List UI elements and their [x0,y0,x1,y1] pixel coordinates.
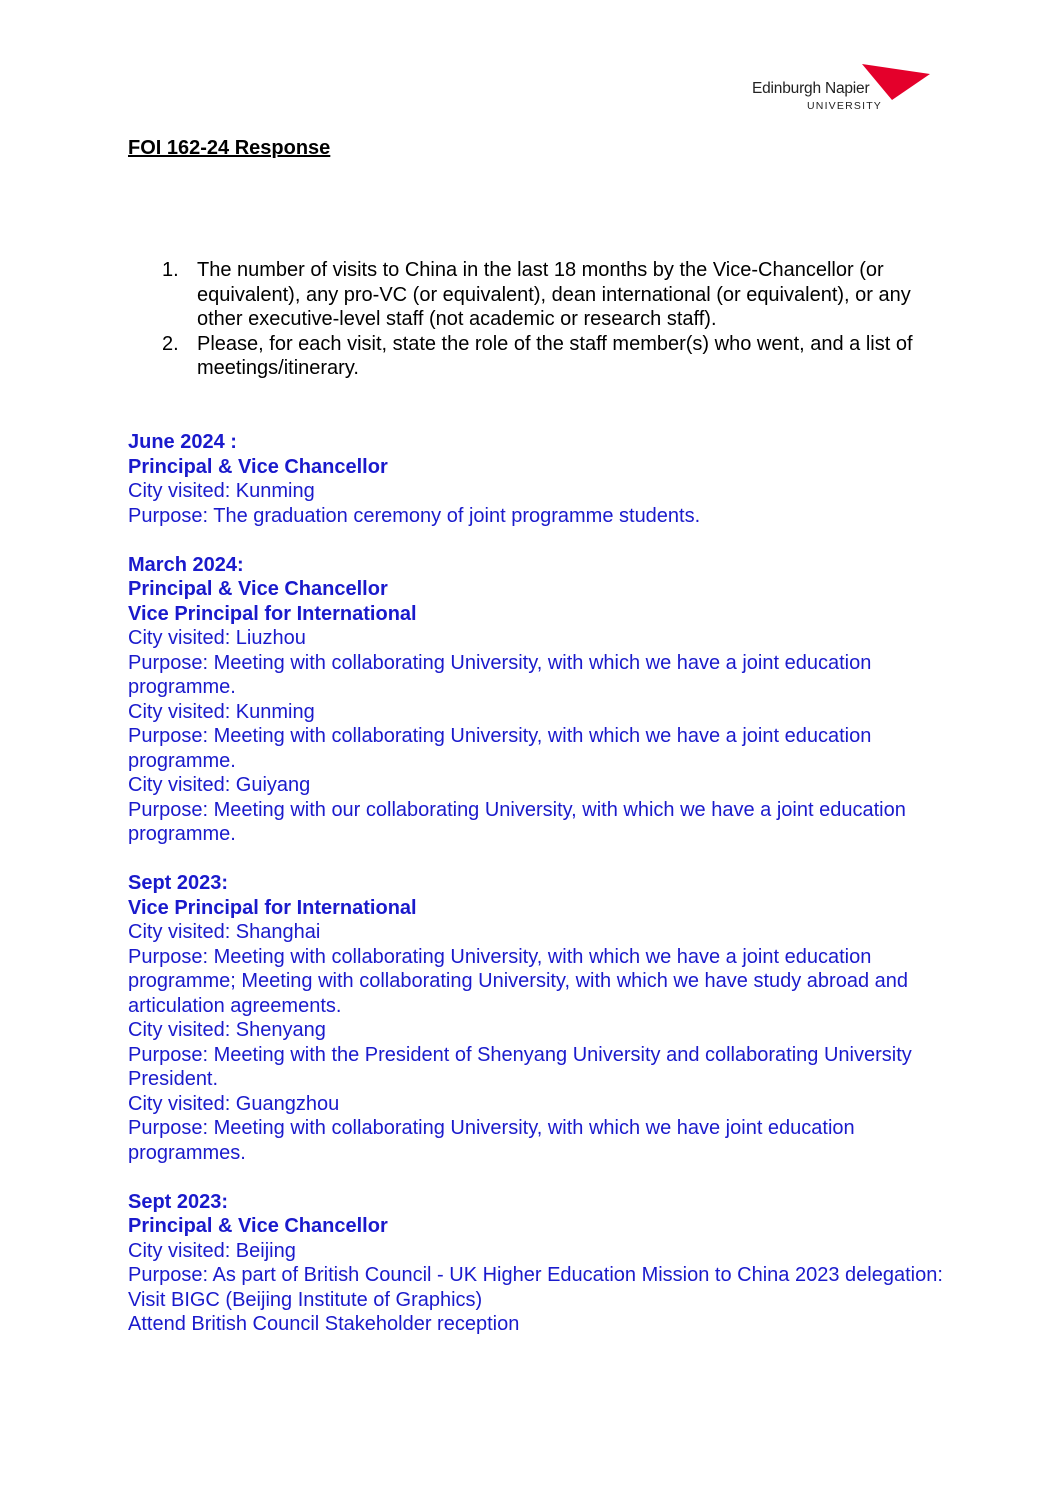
question-item [162,258,952,332]
visit-city: City visited: Beijing [128,1239,296,1262]
visit-date: Sept 2023: [128,1190,229,1213]
logo-name: Edinburgh Napier [752,80,870,97]
visit-date: June 2024 : [128,431,237,453]
visit-city: City visited: Liuzhou [128,627,306,649]
request-questions [162,258,952,381]
visit-purpose: Purpose: Meeting with collaborating University, with which we have a joint education programme; Meeting with collaborating University, with which we have study abroad and articulation agreements. [128,945,909,1017]
question-text: The number of visits to China in the last 18 months by the Vice-Chancellor (or equivalent), any pro-VC (or equivalent), dean international (or equivalent), or any other executive-level staff (not academic or research staff). [197,259,911,330]
page-title: FOI 162-24 Response [128,137,331,159]
question-item [162,332,952,381]
logo-wing-icon [862,62,932,102]
visit-purpose: Purpose: The graduation ceremony of joint programme students. [128,504,701,527]
visit-activity: Visit BIGC (Beijing Institute of Graphics) [128,1288,483,1311]
visit-purpose: Purpose: Meeting with collaborating University, with which we have a joint education programme. [128,725,872,772]
visit-date: Sept 2023: [128,872,229,894]
visit-entry [128,553,948,847]
question-number: 1. [162,259,179,281]
visit-date: March 2024: [128,553,244,576]
visit-list [128,430,948,1361]
visit-role: Principal & Vice Chancellor [128,455,388,478]
visit-city: City visited: Shenyang [128,1019,326,1041]
visit-purpose: Purpose: Meeting with collaborating University, with which we have joint education programmes. [128,1117,855,1164]
university-logo [752,62,932,118]
logo-subtitle: UNIVERSITY [807,100,883,112]
visit-role: Vice Principal for International [128,602,417,625]
visit-purpose: Purpose: Meeting with collaborating University, with which we have a joint education programme. [128,651,872,698]
visit-role: Principal & Vice Chancellor [128,1215,388,1237]
visit-city: City visited: Kunming [128,480,315,502]
visit-purpose: Purpose: Meeting with our collaborating University, with which we have a joint education programme. [128,798,906,845]
visit-entry [128,871,948,1165]
visit-city: City visited: Guangzhou [128,1092,340,1115]
visit-city: City visited: Guiyang [128,774,311,796]
visit-entry [128,1190,948,1337]
visit-role: Vice Principal for International [128,896,417,919]
visit-city: City visited: Kunming [128,700,315,723]
visit-entry [128,430,948,528]
question-number: 2. [162,332,179,355]
visit-city: City visited: Shanghai [128,921,321,943]
visit-activity: Attend British Council Stakeholder reception [128,1313,520,1335]
visit-role: Principal & Vice Chancellor [128,578,388,600]
question-text: Please, for each visit, state the role of the staff member(s) who went, and a list of meetings/itinerary. [197,332,913,379]
visit-purpose: Purpose: Meeting with the President of Shenyang University and collaborating University President. [128,1043,912,1090]
visit-purpose: Purpose: As part of British Council - UK Higher Education Mission to China 2023 delegation: [128,1264,943,1286]
